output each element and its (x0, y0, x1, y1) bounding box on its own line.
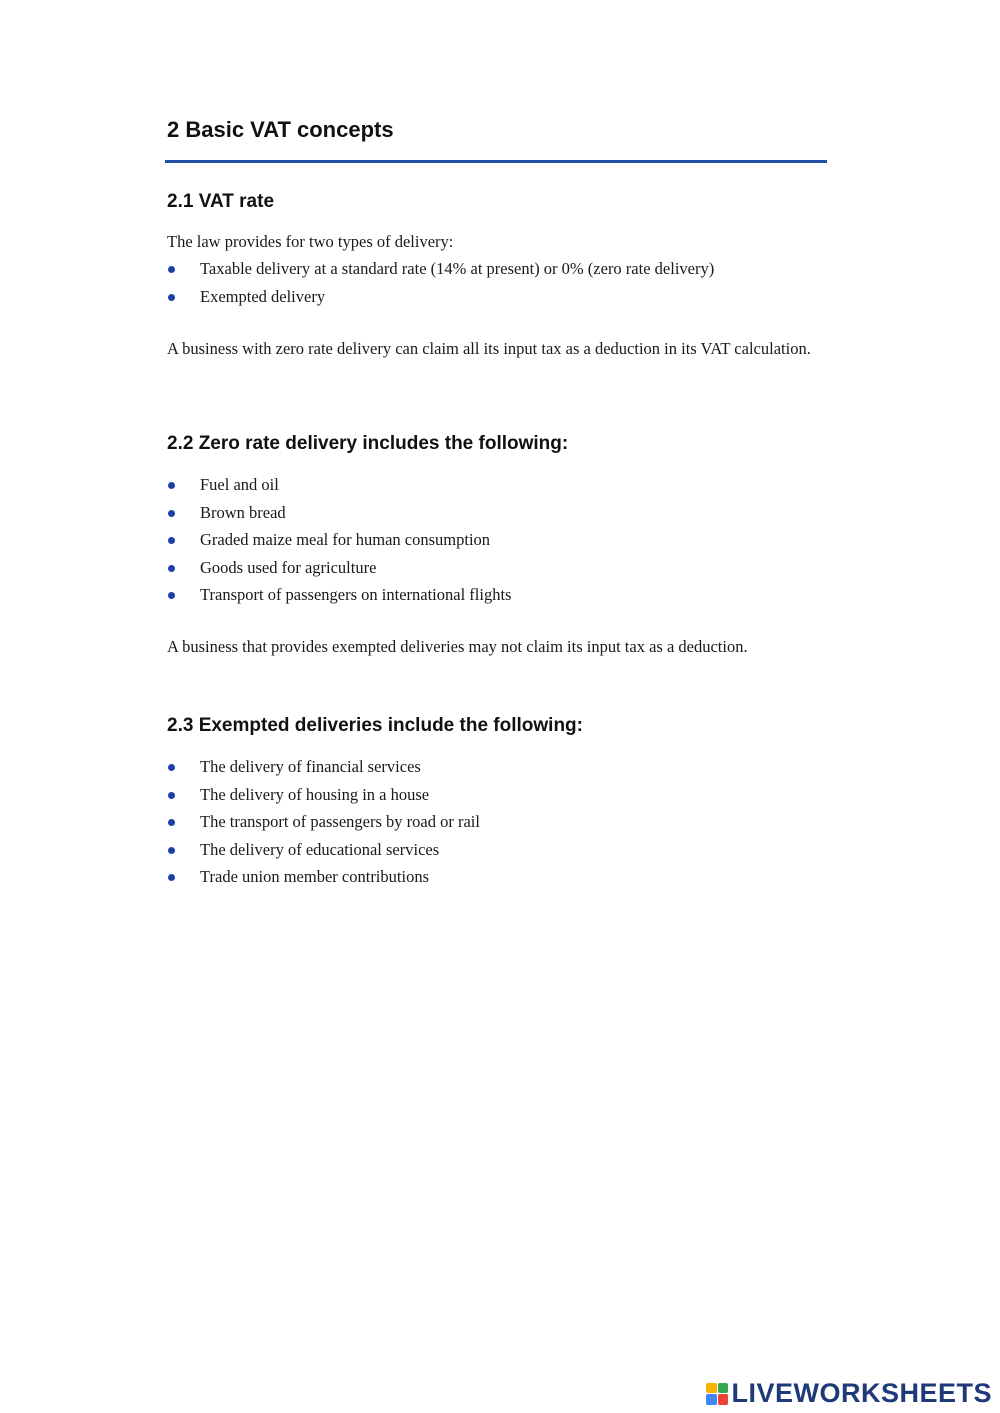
delivery-types-list (167, 257, 714, 312)
bullet-icon (168, 764, 175, 771)
page-title: 2 Basic VAT concepts (167, 117, 394, 142)
bullet-icon (168, 565, 175, 572)
liveworksheets-logo (706, 1380, 992, 1407)
section-paragraph: A business that provides exempted deliveries may not claim its input tax as a deduction. (167, 637, 748, 656)
bullet-icon (168, 482, 175, 489)
section-heading-zero-rate: 2.2 Zero rate delivery includes the following: (167, 433, 569, 454)
list-item (167, 556, 511, 584)
zero-rate-list (167, 473, 511, 611)
list-item-text: The delivery of housing in a house (200, 784, 430, 804)
bullet-icon (168, 874, 175, 881)
list-item (167, 865, 480, 893)
bullet-icon (168, 537, 175, 544)
title-divider (165, 160, 827, 163)
list-item-text: Transport of passengers on international flights (200, 585, 512, 604)
list-item-text: Brown bread (200, 502, 286, 522)
bullet-icon (168, 294, 175, 301)
list-item (167, 257, 714, 285)
section-heading-exempted: 2.3 Exempted deliveries include the following: (167, 715, 583, 736)
list-item-text: The delivery of educational services (200, 839, 440, 859)
list-item (167, 755, 480, 783)
bullet-icon (168, 592, 175, 599)
list-item-text: Graded maize meal for human consumption (200, 530, 491, 549)
bullet-icon (168, 792, 175, 799)
liveworksheets-logo-icon (706, 1383, 728, 1405)
list-item-text: Taxable delivery at a standard rate (14% at present) or 0% (zero rate delivery) (200, 259, 715, 278)
section-intro: The law provides for two types of delivery: (167, 232, 454, 251)
list-item (167, 810, 480, 838)
list-item-text: The transport of passengers by road or rail (200, 812, 480, 831)
list-item (167, 583, 511, 611)
list-item (167, 285, 714, 313)
bullet-icon (168, 266, 175, 273)
section-heading-vat-rate: 2.1 VAT rate (167, 191, 275, 212)
list-item-text: Goods used for agriculture (200, 557, 377, 577)
list-item (167, 783, 480, 811)
list-item (167, 501, 511, 529)
list-item (167, 473, 511, 501)
list-item (167, 528, 511, 556)
list-item-text: Trade union member contributions (200, 867, 429, 886)
list-item (167, 838, 480, 866)
bullet-icon (168, 819, 175, 826)
bullet-icon (168, 847, 175, 854)
list-item-text: Fuel and oil (200, 475, 279, 494)
list-item-text: Exempted delivery (200, 286, 326, 306)
list-item-text: The delivery of financial services (200, 757, 421, 776)
exempted-list (167, 755, 480, 893)
logo-text: LIVEWORKSHEETS (731, 1378, 992, 1408)
section-paragraph: A business with zero rate delivery can claim all its input tax as a deduction in its VAT calculation. (167, 339, 811, 358)
bullet-icon (168, 510, 175, 517)
